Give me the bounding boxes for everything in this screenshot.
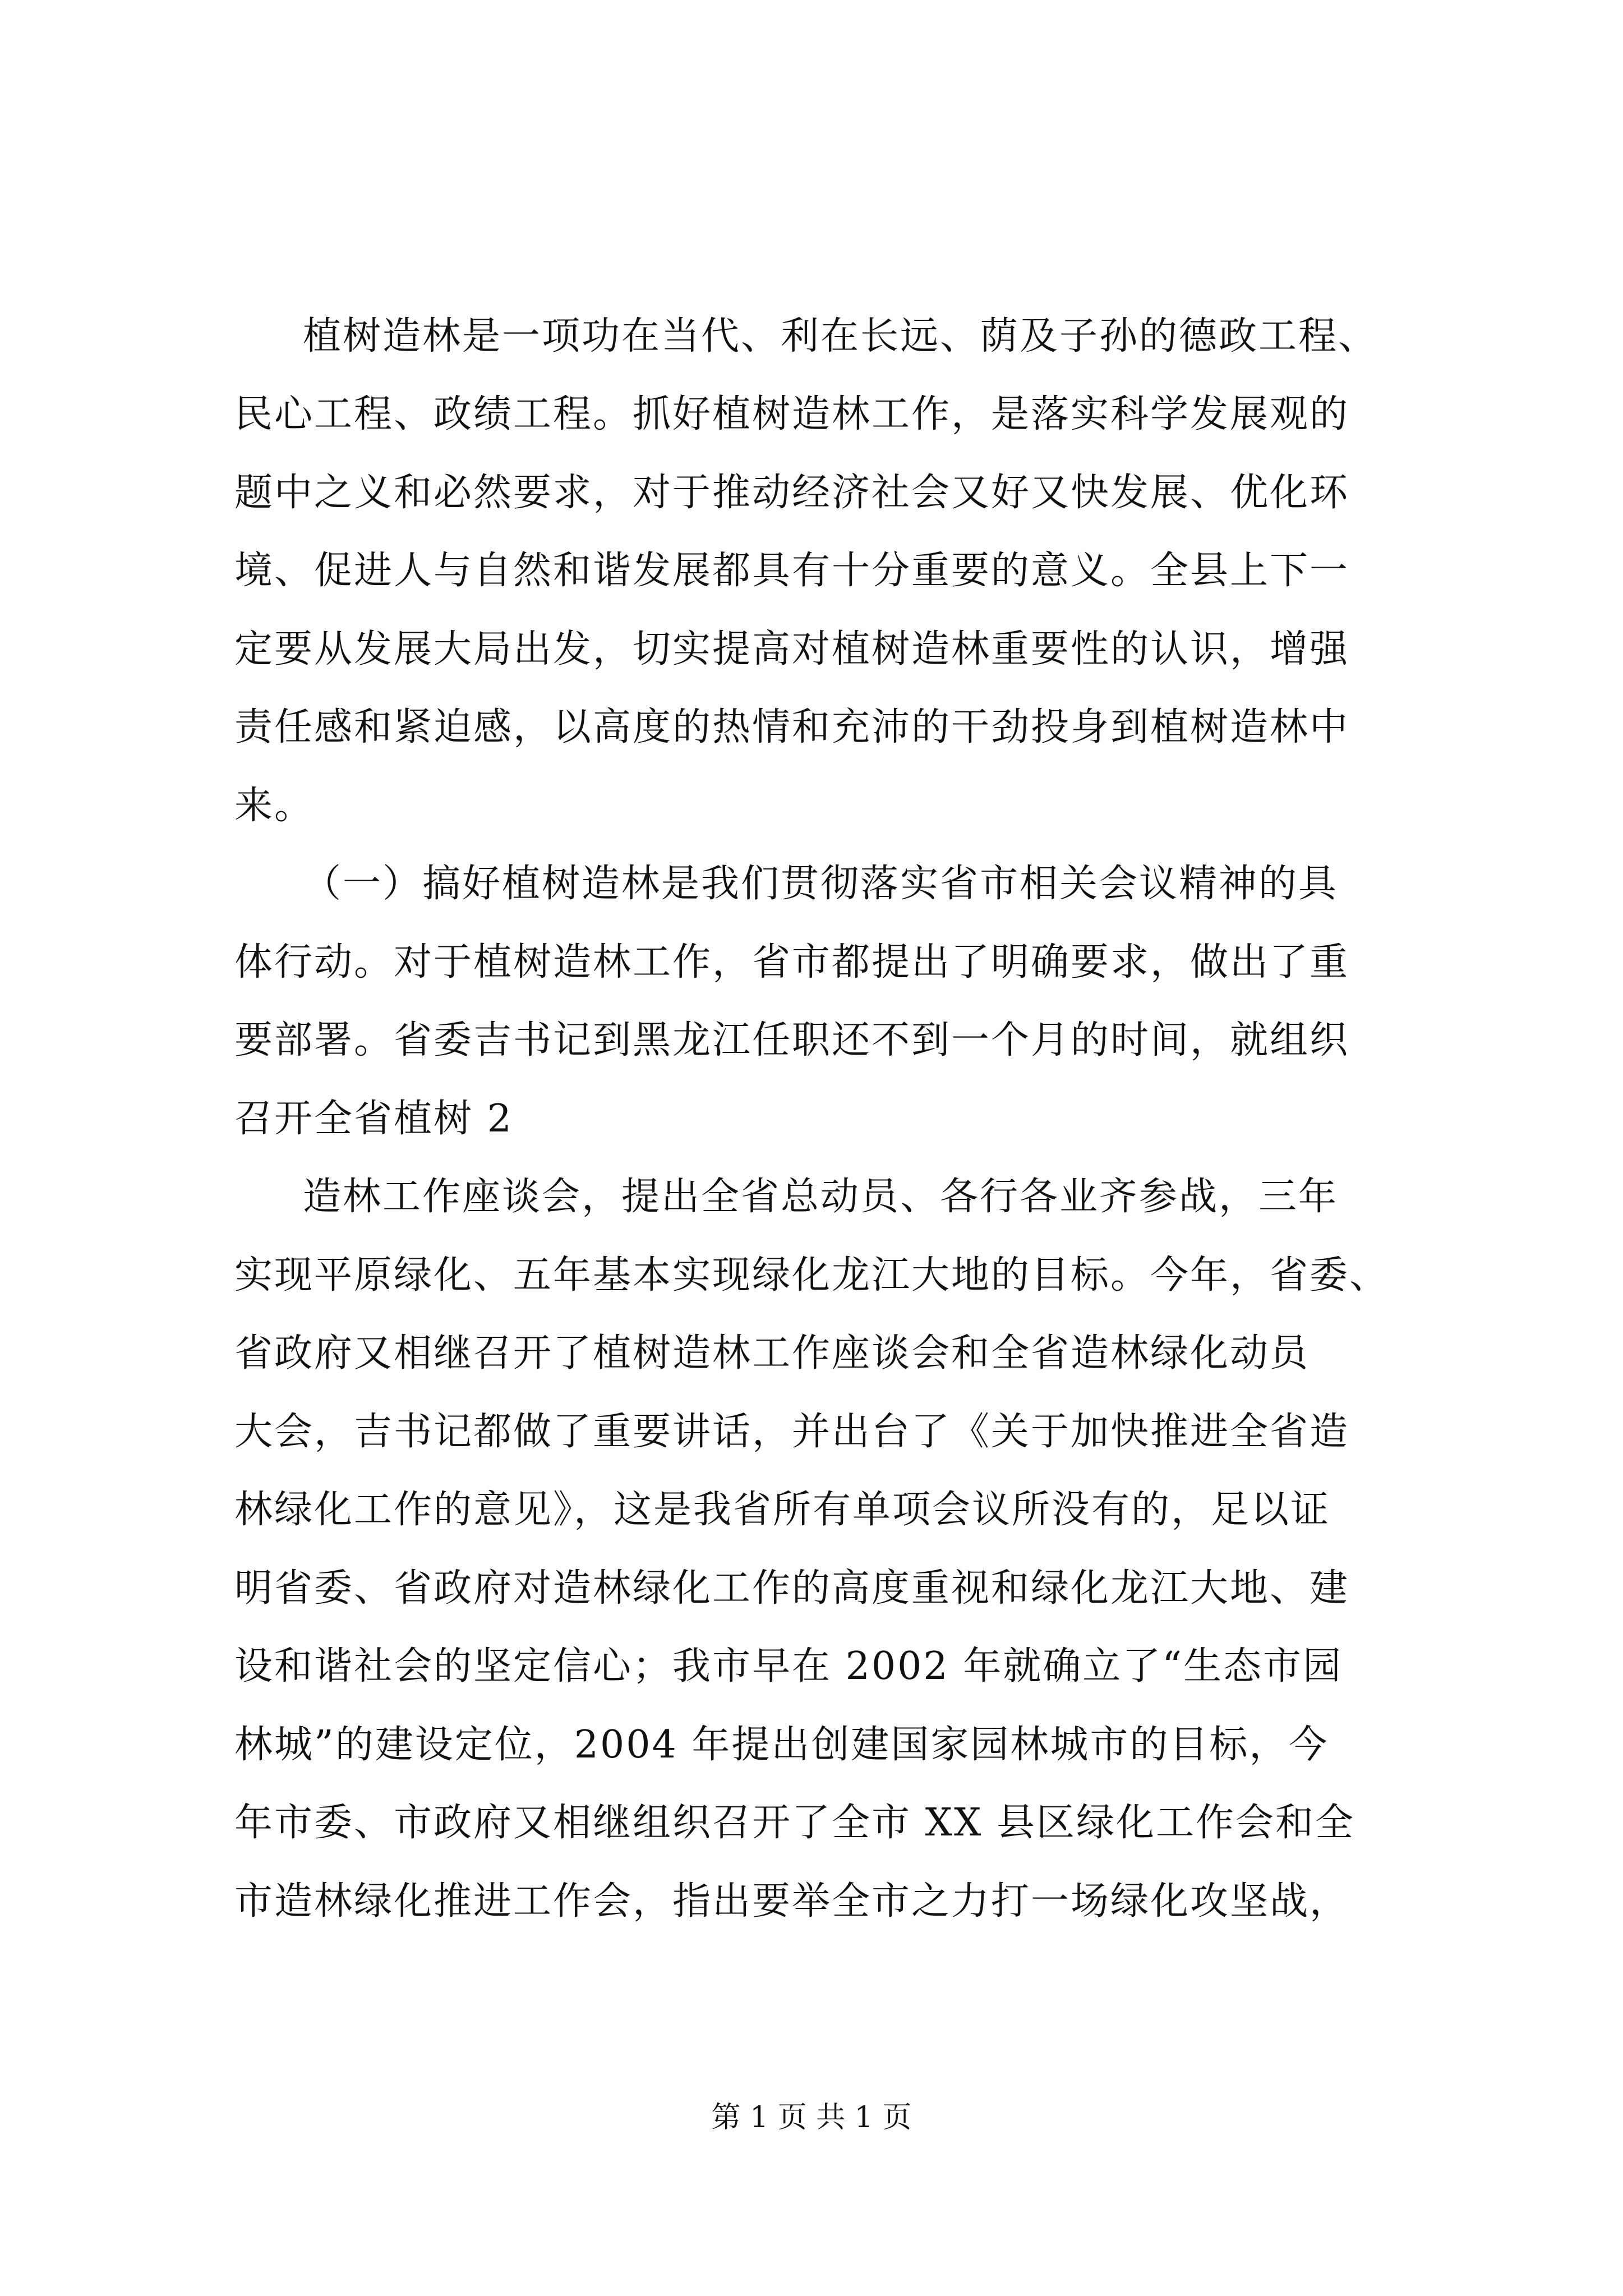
text-line: 实现平原绿化、五年基本实现绿化龙江大地的目标。今年，省委、 — [234, 1253, 1390, 1297]
text-line: 年市委、市政府又相继组织召开了全市 XX 县区绿化工作会和全 — [234, 1801, 1355, 1845]
text-line: 大会，吉书记都做了重要讲话，并出台了《关于加快推进全省造 — [234, 1410, 1350, 1454]
text-line: 造林工作座谈会，提出全省总动员、各行各业齐参战，三年 — [303, 1175, 1339, 1219]
text-line: 境、促进人与自然和谐发展都具有十分重要的意义。全县上下一 — [234, 549, 1350, 593]
text-line: 林城”的建设定位，2004 年提出创建国家园林城市的目标，今 — [234, 1723, 1329, 1767]
text-line: 省政府又相继召开了植树造林工作座谈会和全省造林绿化动员 — [234, 1331, 1310, 1375]
text-line: 体行动。对于植树造林工作，省市都提出了明确要求，做出了重 — [234, 940, 1350, 984]
text-line: 市造林绿化推进工作会，指出要举全市之力打一场绿化攻坚战， — [234, 1879, 1350, 1924]
text-line: 题中之义和必然要求，对于推动经济社会又好又快发展、优化环 — [234, 471, 1350, 515]
text-line: 要部署。省委吉书记到黑龙江任职还不到一个月的时间，就组织 — [234, 1018, 1350, 1062]
text-line: （一）搞好植树造林是我们贯彻落实省市相关会议精神的具 — [303, 862, 1339, 906]
page-number-footer: 第 1 页 共 1 页 — [711, 2101, 912, 2134]
text-line: 责任感和紧迫感，以高度的热情和充沛的干劲投身到植树造林中 — [234, 705, 1350, 749]
text-line: 林绿化工作的意见》，这是我省所有单项会议所没有的，足以证 — [234, 1488, 1331, 1532]
text-line: 民心工程、政绩工程。抓好植树造林工作，是落实科学发展观的 — [234, 392, 1350, 436]
text-line: 定要从发展大局出发，切实提高对植树造林重要性的认识，增强 — [234, 627, 1350, 671]
text-line: 召开全省植树 2 — [234, 1097, 513, 1141]
text-line: 来。 — [234, 784, 315, 828]
text-line: 植树造林是一项功在当代、利在长远、荫及子孙的德政工程、 — [303, 314, 1378, 358]
text-line: 设和谐社会的坚定信心；我市早在 2002 年就确立了“生态市园 — [234, 1644, 1343, 1688]
text-line: 明省委、省政府对造林绿化工作的高度重视和绿化龙江大地、建 — [234, 1566, 1350, 1611]
